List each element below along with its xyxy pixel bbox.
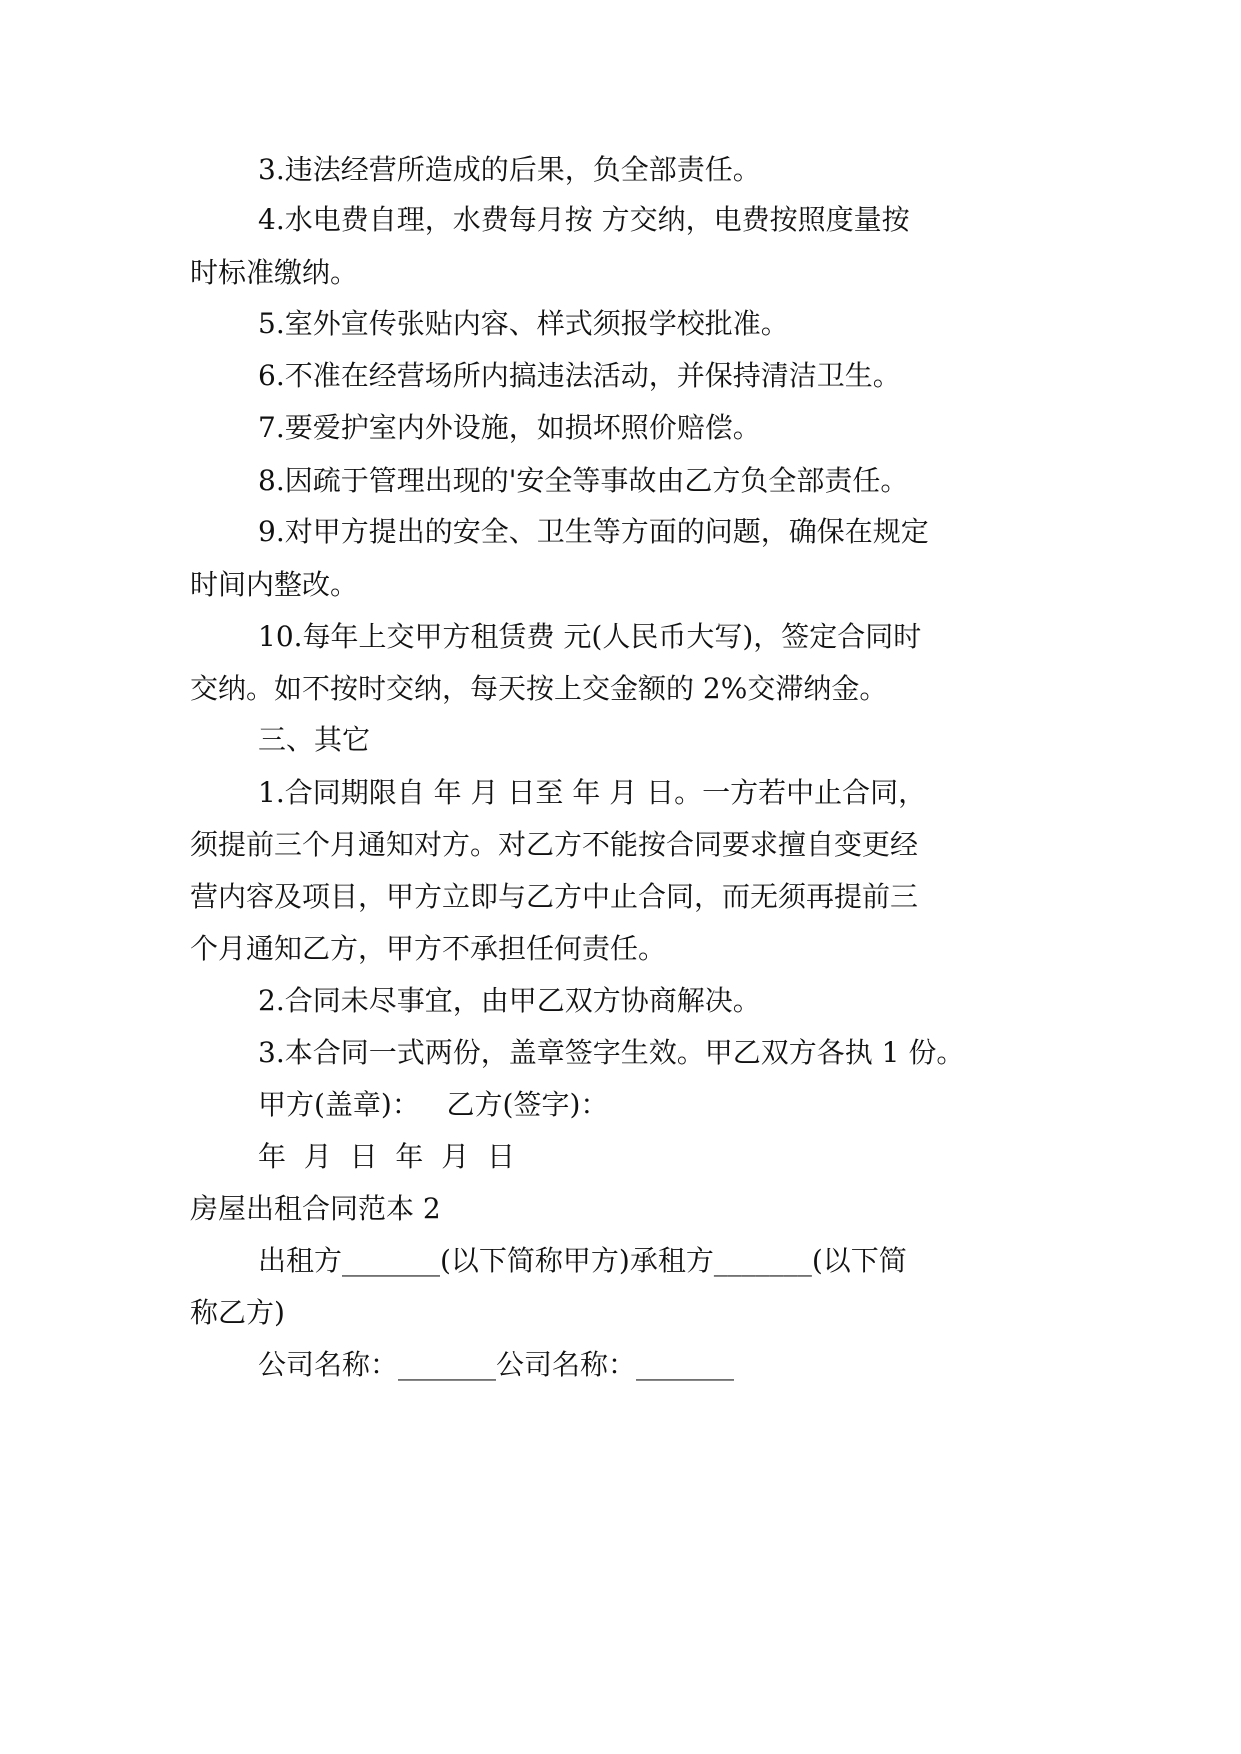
parties-continuation: 称乙方) [190, 1296, 285, 1329]
document-title-2: 房屋出租合同范本 2 [190, 1192, 441, 1225]
clause-5-text: 5.室外宣传张贴内容、样式须报学校批准。 [258, 307, 789, 340]
clause-10-continuation: 交纳。如不按时交纳，每天按上交金额的 2%交滞纳金。 [190, 672, 888, 705]
clause-8-text: 8.因疏于管理出现的'安全等事故由乙方负全部责任。 [258, 464, 909, 497]
other-clause-1-text: 1.合同期限自 年 月 日至 年 月 日。一方若中止合同， [258, 776, 927, 809]
other-clause-3-text: 3.本合同一式两份，盖章签字生效。甲乙双方各执 1 份。 [258, 1036, 965, 1069]
clause-4-continuation: 时标准缴纳。 [190, 256, 359, 289]
parties-line: 出租方_______(以下简称甲方)承租方_______(以下简 [258, 1244, 907, 1277]
other-clause-1-line-3: 营内容及项目，甲方立即与乙方中止合同，而无须再提前三 [190, 880, 919, 913]
other-clause-1-line-4: 个月通知乙方，甲方不承担任何责任。 [190, 932, 667, 965]
clause-9-continuation: 时间内整改。 [190, 568, 359, 601]
clause-3-text: 3.违法经营所造成的后果，负全部责任。 [258, 153, 761, 186]
clause-6-text: 6.不准在经营场所内搞违法活动，并保持清洁卫生。 [258, 359, 901, 392]
other-clause-1-line-2: 须提前三个月通知对方。对乙方不能按合同要求擅自变更经 [190, 828, 919, 861]
signature-line: 甲方(盖章)： 乙方(签字)： [258, 1088, 609, 1121]
date-line: 年 月 日 年 月 日 [258, 1140, 516, 1173]
clause-9-text: 9.对甲方提出的安全、卫生等方面的问题，确保在规定 [258, 515, 929, 548]
company-name-line: 公司名称：_______公司名称：_______ [258, 1348, 735, 1381]
clause-4-text: 4.水电费自理，水费每月按 方交纳，电费按照度量按 [258, 203, 910, 236]
section-heading-other: 三、其它 [258, 723, 371, 756]
clause-10-text: 10.每年上交甲方租赁费 元(人民币大写)，签定合同时 [258, 620, 922, 653]
clause-7-text: 7.要爱护室内外设施，如损坏照价赔偿。 [258, 411, 761, 444]
other-clause-2-text: 2.合同未尽事宜，由甲乙双方协商解决。 [258, 984, 761, 1017]
